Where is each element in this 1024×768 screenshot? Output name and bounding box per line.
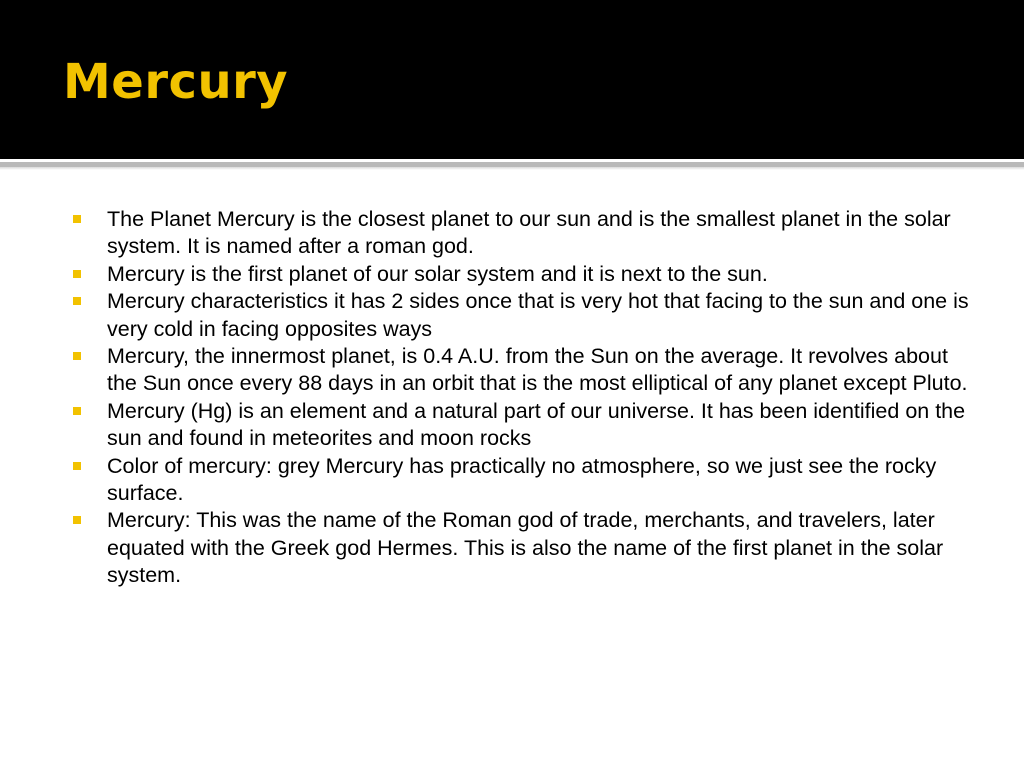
bullet-item (71, 398, 976, 453)
square-bullet-icon (73, 352, 81, 360)
bullet-item (71, 261, 976, 288)
square-bullet-icon (73, 215, 81, 223)
square-bullet-icon (73, 407, 81, 415)
bullet-list (71, 206, 976, 590)
square-bullet-icon (73, 462, 81, 470)
title-divider-shadow (0, 167, 1024, 170)
bullet-text: Mercury: This was the name of the Roman god of trade, merchants, and travelers, later equated with the Greek god Hermes. This is also the name of the first planet in the solar system. (107, 508, 944, 588)
square-bullet-icon (73, 270, 81, 278)
bullet-text: Color of mercury: grey Mercury has practically no atmosphere, so we just see the rocky surface. (107, 453, 937, 506)
bullet-item (71, 453, 976, 508)
bullet-item (71, 507, 976, 589)
title-band (0, 0, 1024, 159)
bullet-text: The Planet Mercury is the closest planet to our sun and is the smallest planet in the solar system. It is named after a roman god. (107, 207, 951, 259)
bullet-item (71, 288, 976, 343)
slide-title: Mercury (63, 54, 289, 110)
square-bullet-icon (73, 516, 81, 524)
bullet-text: Mercury characteristics it has 2 sides once that is very hot that facing to the sun and one is very cold in facing opposites ways (107, 289, 969, 341)
bullet-text: Mercury is the first planet of our solar system and it is next to the sun. (107, 261, 768, 286)
bullet-item (71, 343, 976, 398)
bullet-text: Mercury (Hg) is an element and a natural part of our universe. It has been identified on the sun and found in meteorites and moon rocks (107, 398, 966, 451)
square-bullet-icon (73, 297, 81, 305)
bullet-text: Mercury, the innermost planet, is 0.4 A.U. from the Sun on the average. It revolves about the Sun once every 88 days in an orbit that is the most elliptical of any planet except Pluto. (107, 344, 968, 396)
bullet-item (71, 206, 976, 261)
